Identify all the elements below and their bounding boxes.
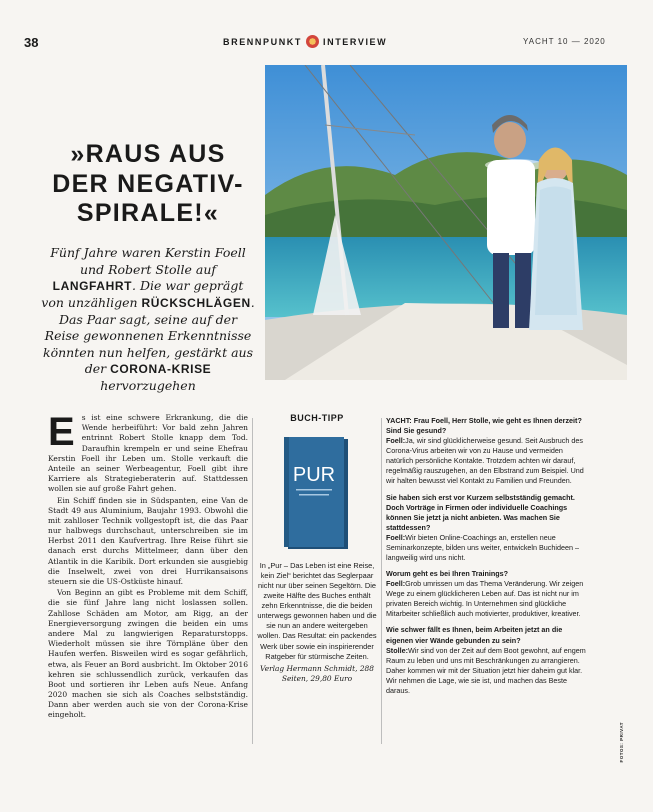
column-divider [381, 418, 382, 744]
book-tip-label: BUCH-TIPP [290, 413, 344, 423]
intro-keyword: RÜCKSCHLÄGEN [141, 295, 251, 310]
section-label: BRENNPUNKT [223, 36, 302, 47]
interview [386, 416, 586, 696]
photo-credit: FOTOS: PRIVAT [619, 722, 624, 763]
interview-answer: Foell:Wir bieten Online-Coachings an, erstellen neue Seminarkonzepte, bilden uns weiter, entwickeln Buchideen – langweilig wird uns nicht. [386, 532, 579, 563]
headline [52, 140, 244, 229]
interview-question: Wie schwer fällt es Ihnen, beim Arbeiten jetzt an die eigenen vier Wände gebunden zu sein? [386, 625, 563, 645]
interview-question: YACHT: Frau Foell, Herr Stolle, wie geht es Ihnen derzeit? Sind Sie gesund? [386, 416, 582, 436]
section-sublabel: INTERVIEW [323, 36, 388, 47]
paragraph: s ist eine schwere Erkrankung, die die Wende herbeiführt: Vor bald zehn Jahren entrinnt Robert Stolle knapp dem Tod. Daraufhin krempeln er und seine Ehefrau Kerstin Foell ihr Leben um. Stolle verkauft die Anteile an seiner Werbeagentur, Foell gibt ihre Karriere als Strategieberaterin auf. Stattdessen wollen sie auf große Fahrt gehen. [48, 413, 248, 494]
paragraph: Von Beginn an gibt es Probleme mit dem Schiff, die sie fünf Jahre lang nicht loslassen sollen. Zahllose Schäden am Motor, am Rigg, an der Energieversorgung zwingen die beiden ein ums andere Mal zu langwierigen Reparaturstopps. Wiederholt müssen sie ihre Törnpläne über den Haufen werfen. Bisweilen wird es sogar gefährlich, etwa, als Feuer an Bord ausbricht. Im Oktober 2016 kehren sie schlussendlich zurück, verkaufen das Boot und sortieren ihr Leben aufs Neue. Anfang 2020 machen sie sich als Coaches selbstständig. Dann aber werden auch sie von der Corona-Krise eingeholt. [48, 588, 248, 720]
book-cover [284, 437, 350, 551]
intro-keyword: LANGFAHRT [52, 279, 133, 294]
book-publisher: Verlag Hermann Schmidt, 288 Seiten, 29,80 Euro [260, 663, 374, 683]
page-number: 38 [24, 35, 39, 50]
book-cover-title: PUR [292, 464, 336, 486]
intro-text: Fünf Jahre waren Kerstin Foell und Robert Stolle auf LANGFAHRT. Die war geprägt von unzähligen RÜCKSCHLÄGEN. Das Paar sagt, seine auf der Reise gewonnenen Erkenntnisse könnten nun helfen, gestärkt aus der CORONA-KRISE hervorzugehen [41, 245, 255, 393]
article-body [48, 410, 248, 722]
intro-keyword: CORONA-KRISE [110, 362, 212, 377]
interview-answer: Stolle:Wir sind von der Zeit auf dem Boot gewohnt, auf engem Raum zu leben und uns mit Beschränkungen zu arrangieren. Daher kommen wir mit der Situation jetzt hier daheim gut klar. Wir nehmen die Lage, wie sie ist, und machen das Beste daraus. [386, 645, 586, 695]
column-divider [252, 418, 253, 744]
paragraph: Ein Schiff finden sie in Südspanten, eine Van de Stadt 49 aus Aluminium, Baujahr 1993. Obwohl die mit zahlloser Technik vollgestopft ist, die das Paar nur halbwegs durchschaut, unterschreiben sie im Herbst 2011 den Kaufvertrag. Ihre Reise führt sie danach erst durchs Mittelmeer, dann über den Atlantik in die Karibik. Dort erkunden sie ausgiebig die Inselwelt, zwei von drei Hurrikansaisons steuern sie die US-Ostküste hinauf. [48, 495, 248, 586]
dropcap: E [48, 410, 75, 454]
compass-rose-icon [306, 35, 319, 48]
hero-photo [265, 65, 627, 380]
headline-line: DER NEGATIV- [52, 169, 244, 198]
headline-line: »RAUS AUS [70, 140, 226, 168]
interview-question: Sie haben sich erst vor Kurzem selbstständig gemacht. Doch Vorträge in Firmen oder individuelle Coachings können Sie jetzt ja nicht anbieten. Was machen Sie stattdessen? [386, 492, 575, 532]
section-header [223, 35, 387, 48]
book-tip-box [257, 413, 377, 684]
issue-label: YACHT 10 — 2020 [523, 37, 606, 46]
interview-question: Worum geht es bei Ihren Trainings? [386, 569, 509, 579]
headline-line: SPIRALE!« [76, 199, 220, 227]
book-tip-text: In „Pur – Das Leben ist eine Reise, kein Ziel“ berichtet das Seglerpaar nicht nur über seinen Segeltörn. Die zweite Hälfte des Buches enthält zehn Erkenntnisse, die die beiden unterwegs gewonnen haben und die sie nun an andere weitergeben wollen. Das Resultat: ein packendes Werk über sowie ein inspirierender Ratgeber für stürmische Zeiten. [257, 561, 377, 661]
interview-answer: Foell:Ja, wir sind glücklicherweise gesund. Seit Ausbruch des Corona-Virus arbeiten wir von zu Hause und vermeiden natürlich persönliche Kontakte. Trotzdem achten wir darauf, regelmäßig rauszugehen, an den Elbstrand zum Beispiel. Und wir halten bewusst viel Kontakt zu Familien und Freunden. [386, 436, 584, 486]
interview-answer: Foell:Grob umrissen um das Thema Veränderung. Wir zeigen Wege zu einem glücklicheren Leben auf. Das ist nicht nur im privaten Bereich wichtig. In Unternehmen sind glückliche Mitarbeiter schließlich auch motivierter, produktiver, kreativer. [386, 579, 584, 619]
